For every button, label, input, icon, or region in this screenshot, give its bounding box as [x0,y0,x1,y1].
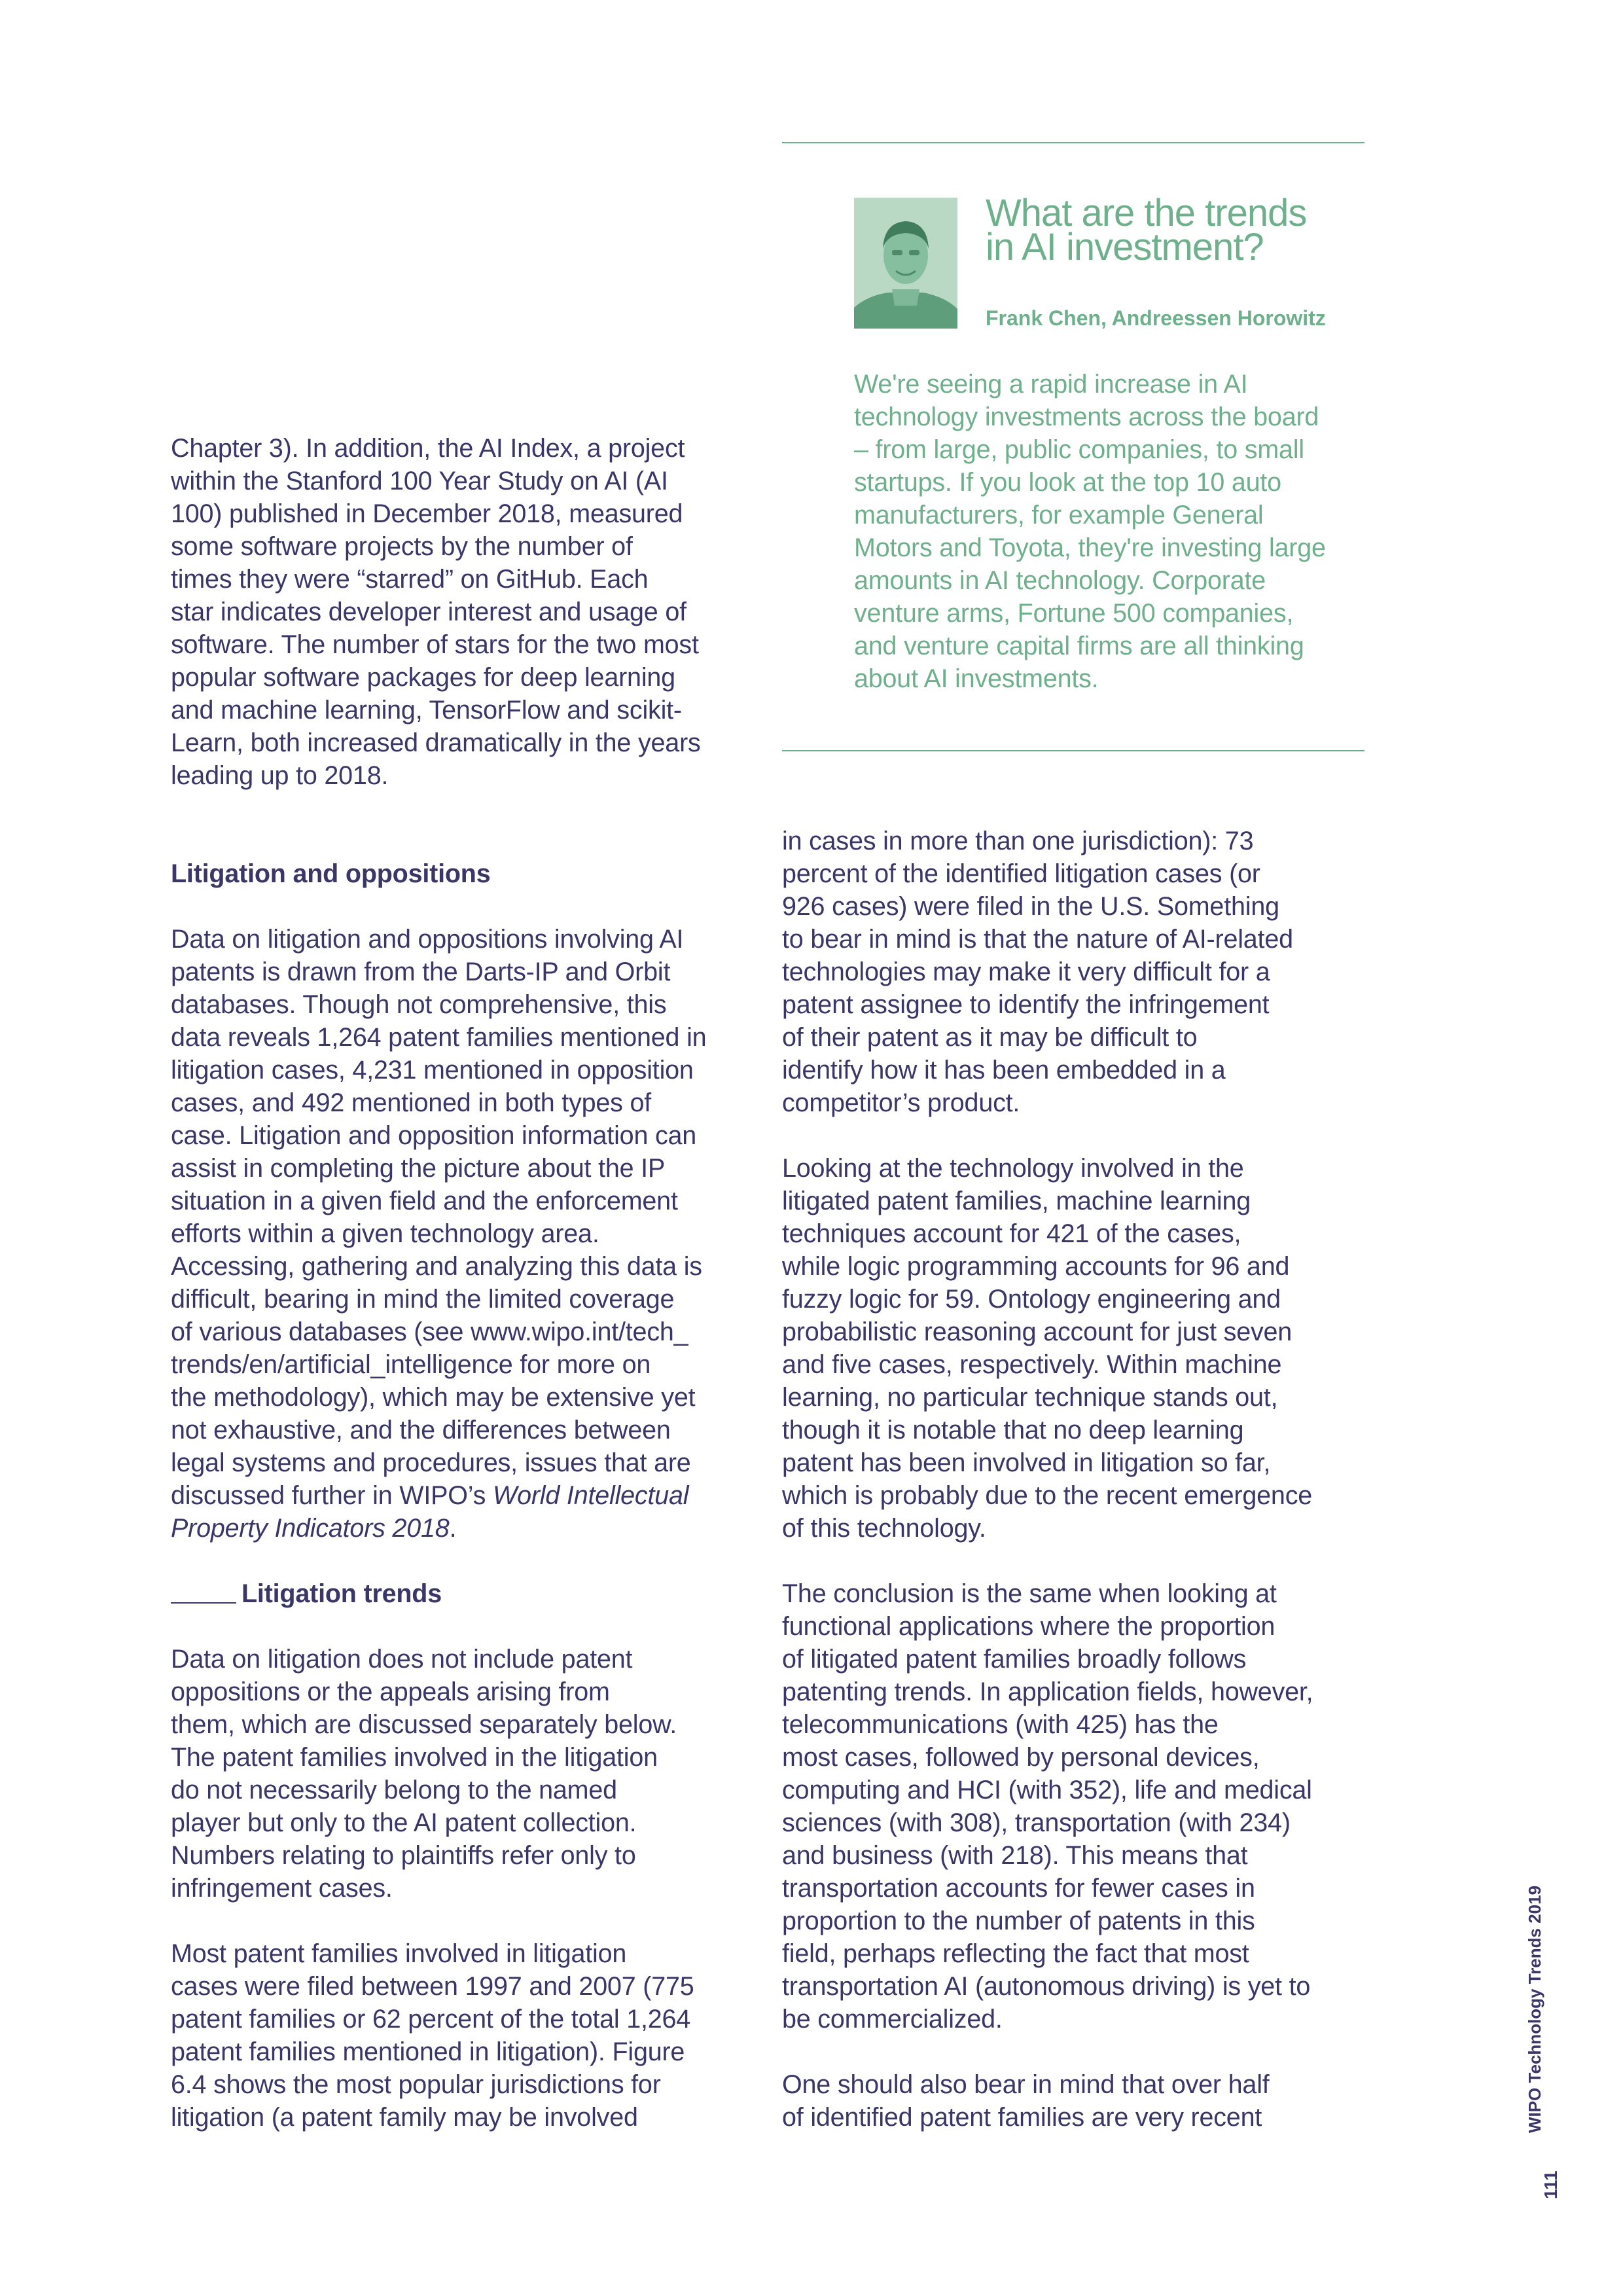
body-line: difficult, bearing in mind the limited coverage [171,1285,675,1314]
body-line: litigation cases, 4,231 mentioned in opposition [171,1056,694,1085]
body-line: Looking at the technology involved in the [782,1154,1244,1183]
body-line: telecommunications (with 425) has the [782,1710,1219,1739]
body-line: to bear in mind is that the nature of AI-related [782,925,1293,954]
quote-line: – from large, public companies, to small [854,435,1304,464]
body-line: Accessing, gathering and analyzing this data is [171,1252,702,1281]
body-line: Learn, both increased dramatically in the years [171,728,701,757]
body-line: times they were “starred” on GitHub. Each [171,565,649,594]
quote-line: technology investments across the board [854,403,1319,431]
body-line: litigated patent families, machine learning [782,1187,1251,1215]
body-line: and five cases, respectively. Within machine [782,1350,1282,1379]
body-line: litigation (a patent family may be involved [171,2103,638,2132]
body-line: patent families or 62 percent of the total 1,264 [171,2005,691,2034]
quote-line: manufacturers, for example General [854,501,1264,529]
quote-line: We're seeing a rapid increase in AI [854,370,1248,399]
body-line: and business (with 218). This means that [782,1841,1248,1870]
body-line: Most patent families involved in litigation [171,1939,627,1968]
publication-title-text: WIPO Technology Trends 2019 [1525,1885,1544,2133]
body-line: assist in completing the picture about the IP [171,1154,666,1183]
body-line: the methodology), which may be extensive yet [171,1383,696,1412]
body-line: do not necessarily belong to the named [171,1776,617,1804]
body-line: One should also bear in mind that over half [782,2070,1270,2099]
body-line: transportation accounts for fewer cases in [782,1874,1255,1903]
body-line: computing and HCI (with 352), life and medical [782,1776,1312,1804]
body-line: though it is notable that no deep learning [782,1416,1244,1444]
body-line: not exhaustive, and the differences between [171,1416,671,1444]
body-line: data reveals 1,264 patent families mentioned in [171,1023,707,1052]
subheading-rule [171,1577,236,1604]
body-text: . [449,1514,457,1543]
publication-running-title [1525,1878,1564,2153]
interview-question-title [986,192,1307,268]
body-line: patent families mentioned in litigation). Figure [171,2037,685,2066]
body-line: player but only to the AI patent collection. [171,1808,637,1837]
body-line: of litigated patent families broadly follows [782,1645,1247,1674]
body-line: cases were filed between 1997 and 2007 (775 [171,1972,694,2001]
body-line: learning, no particular technique stands out, [782,1383,1278,1412]
body-line: in cases in more than one jurisdiction): 73 [782,827,1254,855]
body-text: discussed further in WIPO’s [171,1481,493,1510]
body-line: functional applications where the proportion [782,1612,1275,1641]
body-line: proportion to the number of patents in this [782,1907,1255,1935]
body-line: of identified patent families are very recent [782,2103,1262,2132]
body-line: legal systems and procedures, issues that are [171,1448,691,1477]
left-column [171,432,753,2134]
body-line: efforts within a given technology area. [171,1219,599,1248]
body-line-with-italic [171,1479,753,1512]
page-number [1541,2166,1567,2206]
publication-title-italic: Property Indicators 2018 [171,1514,450,1543]
body-line: within the Stanford 100 Year Study on AI (AI [171,467,668,495]
body-line: The conclusion is the same when looking at [782,1579,1277,1608]
body-line: of various databases (see www.wipo.int/tech_ [171,1318,688,1346]
body-line: Data on litigation and oppositions involving AI [171,925,684,954]
body-line: patent has been involved in litigation so far, [782,1448,1271,1477]
body-line: case. Litigation and opposition information can [171,1121,697,1150]
body-line: some software projects by the number of [171,532,633,561]
quote-line: venture arms, Fortune 500 companies, [854,599,1294,628]
page-number-text: 111 [1541,2170,1561,2199]
body-line: of their patent as it may be difficult to [782,1023,1198,1052]
interview-top-rule [782,142,1364,143]
interviewee-name: Frank Chen, Andreessen Horowitz [986,306,1326,330]
body-line: databases. Though not comprehensive, this [171,990,667,1019]
body-line: of this technology. [782,1514,986,1543]
body-line: transportation AI (autonomous driving) is yet to [782,1972,1311,2001]
body-line: star indicates developer interest and usage of [171,598,687,626]
interview-title-line: What are the trends [986,192,1307,234]
body-line: trends/en/artificial_intelligence for more on [171,1350,651,1379]
body-line: 926 cases) were filed in the U.S. Something [782,892,1279,921]
portrait-photo-icon [854,198,957,329]
interview-title-line: in AI investment? [986,226,1264,268]
body-line: cases, and 492 mentioned in both types of [171,1088,652,1117]
body-line: situation in a given field and the enforcement [171,1187,678,1215]
body-line: software. The number of stars for the two most [171,630,699,659]
body-line-with-italic [171,1512,753,1545]
body-line: patents is drawn from the Darts-IP and Orbit [171,958,671,986]
body-line: competitor’s product. [782,1088,1020,1117]
body-line: Data on litigation does not include patent [171,1645,633,1674]
publication-title-italic: World Intellectual [493,1481,689,1510]
body-line: field, perhaps reflecting the fact that most [782,1939,1249,1968]
body-line: identify how it has been embedded in a [782,1056,1226,1085]
body-line: percent of the identified litigation cases (or [782,859,1260,888]
body-line: be commercialized. [782,2005,1003,2034]
body-line: 100) published in December 2018, measured [171,499,683,528]
subheading: Litigation trends [241,1579,442,1608]
body-line: patenting trends. In application fields, however, [782,1677,1313,1706]
body-line: techniques account for 421 of the cases, [782,1219,1241,1248]
section-heading: Litigation and oppositions [171,859,491,888]
body-line: Chapter 3). In addition, the AI Index, a project [171,434,685,463]
body-line: them, which are discussed separately below. [171,1710,677,1739]
quote-line: amounts in AI technology. Corporate [854,566,1266,595]
body-line: most cases, followed by personal devices, [782,1743,1260,1772]
body-line: oppositions or the appeals arising from [171,1677,610,1706]
body-line: 6.4 shows the most popular jurisdictions for [171,2070,661,2099]
body-line: patent assignee to identify the infringement [782,990,1270,1019]
body-line: leading up to 2018. [171,761,389,790]
quote-line: and venture capital firms are all thinking [854,632,1304,660]
body-line: technologies may make it very difficult for a [782,958,1270,986]
interviewee-portrait [854,198,957,329]
body-line: probabilistic reasoning account for just seven [782,1318,1293,1346]
interview-quote [854,368,1371,695]
body-line: fuzzy logic for 59. Ontology engineering and [782,1285,1281,1314]
body-line: Numbers relating to plaintiffs refer only to [171,1841,636,1870]
quote-line: Motors and Toyota, they're investing large [854,533,1326,562]
quote-line: about AI investments. [854,664,1099,693]
body-line: which is probably due to the recent emergence [782,1481,1313,1510]
body-line: and machine learning, TensorFlow and scikit- [171,696,682,725]
body-line: infringement cases. [171,1874,393,1903]
subheading-line [171,1577,753,1610]
body-line: sciences (with 308), transportation (with 234) [782,1808,1291,1837]
body-line: popular software packages for deep learning [171,663,675,692]
right-column [782,825,1371,2134]
body-line: The patent families involved in the litigation [171,1743,658,1772]
quote-line: startups. If you look at the top 10 auto [854,468,1281,497]
interview-bottom-rule [782,750,1364,751]
body-line: while logic programming accounts for 96 and [782,1252,1290,1281]
